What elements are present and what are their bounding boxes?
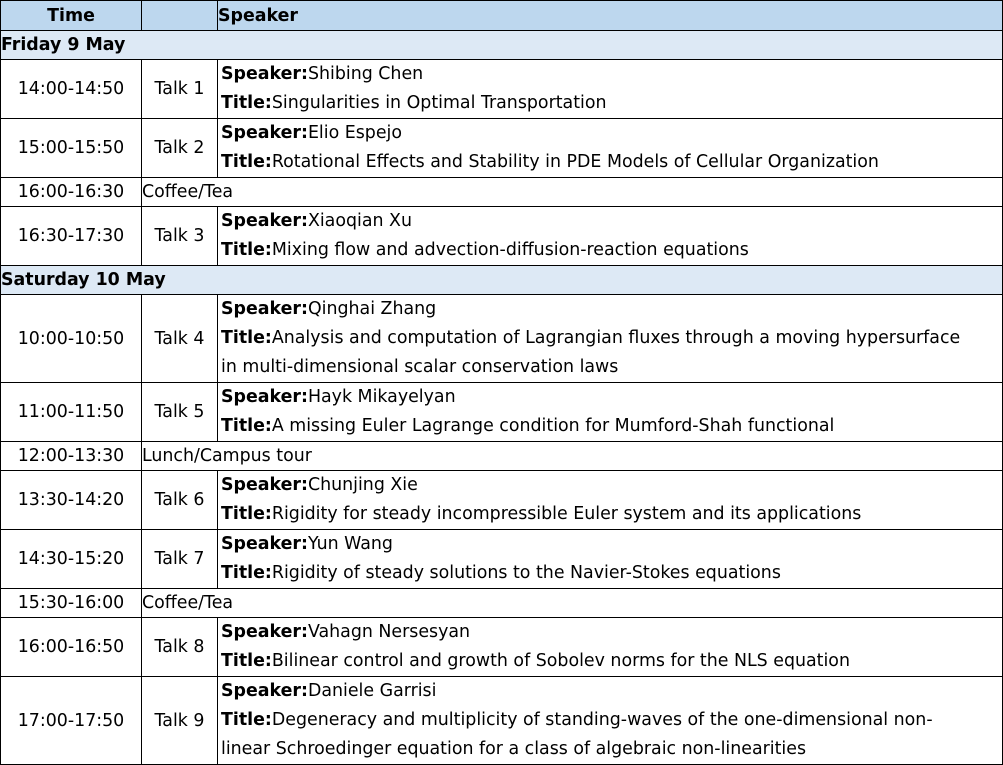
time-cell: 17:00-17:50 <box>1 677 142 765</box>
talk-row <box>1 471 1003 530</box>
title-label: Title: <box>221 504 272 524</box>
title-line <box>221 706 1002 735</box>
talk-title-text: linear Schroedinger equation for a class of algebraic non-linearities <box>221 739 807 759</box>
speaker-line <box>221 618 1002 647</box>
talk-number: Talk 4 <box>142 295 218 383</box>
speaker-label: Speaker: <box>221 211 308 231</box>
talk-title-text: Rigidity for steady incompressible Euler system and its applications <box>271 504 862 524</box>
talk-details <box>218 60 1003 119</box>
talk-number: Talk 6 <box>142 471 218 530</box>
talk-number: Talk 8 <box>142 618 218 677</box>
title-label: Title: <box>221 152 272 172</box>
title-label: Title: <box>221 240 272 260</box>
speaker-line <box>221 119 1002 148</box>
speaker-label: Speaker: <box>221 387 308 407</box>
break-row <box>1 589 1003 618</box>
break-activity: Coffee/Tea <box>142 178 1003 207</box>
title-label: Title: <box>221 710 272 730</box>
break-activity: Coffee/Tea <box>142 589 1003 618</box>
time-cell: 15:00-15:50 <box>1 119 142 178</box>
talk-row <box>1 677 1003 765</box>
speaker-line <box>221 471 1002 500</box>
talk-row <box>1 530 1003 589</box>
title-label: Title: <box>221 328 272 348</box>
time-cell: 14:30-15:20 <box>1 530 142 589</box>
talk-row <box>1 207 1003 266</box>
talk-details <box>218 383 1003 442</box>
talk-number: Talk 1 <box>142 60 218 119</box>
title-line <box>221 647 1002 676</box>
header-time: Time <box>1 1 142 31</box>
title-label: Title: <box>221 93 272 113</box>
speaker-line <box>221 295 1002 324</box>
talk-title-text: in multi-dimensional scalar conservation laws <box>221 357 619 377</box>
talk-number: Talk 3 <box>142 207 218 266</box>
title-line <box>221 353 1002 382</box>
talk-number: Talk 2 <box>142 119 218 178</box>
speaker-name: Vahagn Nersesyan <box>307 622 471 642</box>
time-cell: 13:30-14:20 <box>1 471 142 530</box>
header-talk <box>142 1 218 31</box>
header-speaker: Speaker <box>218 1 1003 31</box>
speaker-label: Speaker: <box>221 64 308 84</box>
talk-details <box>218 295 1003 383</box>
title-label: Title: <box>221 416 272 436</box>
time-cell: 12:00-13:30 <box>1 442 142 471</box>
time-cell: 15:30-16:00 <box>1 589 142 618</box>
header-row <box>1 1 1003 31</box>
speaker-label: Speaker: <box>221 123 308 143</box>
time-cell: 16:00-16:30 <box>1 178 142 207</box>
speaker-label: Speaker: <box>221 622 308 642</box>
day-row <box>1 31 1003 60</box>
talk-number: Talk 7 <box>142 530 218 589</box>
talk-details <box>218 119 1003 178</box>
speaker-name: Shibing Chen <box>307 64 424 84</box>
talk-title-text: Bilinear control and growth of Sobolev norms for the NLS equation <box>271 651 850 671</box>
talk-title-text: Analysis and computation of Lagrangian fluxes through a moving hypersurface <box>271 328 961 348</box>
time-cell: 14:00-14:50 <box>1 60 142 119</box>
title-label: Title: <box>221 563 272 583</box>
day-row <box>1 266 1003 295</box>
title-line <box>221 324 1002 353</box>
title-line <box>221 412 1002 441</box>
talk-details <box>218 677 1003 765</box>
talk-row <box>1 119 1003 178</box>
talk-row <box>1 383 1003 442</box>
speaker-name: Elio Espejo <box>307 123 403 143</box>
speaker-name: Qinghai Zhang <box>307 299 437 319</box>
speaker-label: Speaker: <box>221 534 308 554</box>
speaker-line <box>221 383 1002 412</box>
speaker-label: Speaker: <box>221 475 308 495</box>
talk-details <box>218 207 1003 266</box>
speaker-label: Speaker: <box>221 681 308 701</box>
talk-row <box>1 295 1003 383</box>
day-heading: Friday 9 May <box>1 31 1003 60</box>
speaker-line <box>221 207 1002 236</box>
speaker-line <box>221 677 1002 706</box>
speaker-label: Speaker: <box>221 299 308 319</box>
title-line <box>221 236 1002 265</box>
time-cell: 16:30-17:30 <box>1 207 142 266</box>
talk-row <box>1 618 1003 677</box>
talk-title-text: A missing Euler Lagrange condition for Mumford-Shah functional <box>271 416 835 436</box>
break-row <box>1 178 1003 207</box>
speaker-name: Chunjing Xie <box>307 475 418 495</box>
title-line <box>221 735 1002 764</box>
speaker-name: Daniele Garrisi <box>307 681 437 701</box>
speaker-line <box>221 60 1002 89</box>
talk-title-text: Rigidity of steady solutions to the Navier-Stokes equations <box>271 563 781 583</box>
talk-details <box>218 471 1003 530</box>
speaker-line <box>221 530 1002 559</box>
speaker-name: Hayk Mikayelyan <box>307 387 456 407</box>
speaker-name: Xiaoqian Xu <box>307 211 412 231</box>
time-cell: 16:00-16:50 <box>1 618 142 677</box>
talk-details <box>218 618 1003 677</box>
talk-number: Talk 5 <box>142 383 218 442</box>
time-cell: 10:00-10:50 <box>1 295 142 383</box>
talk-title-text: Degeneracy and multiplicity of standing-waves of the one-dimensional non- <box>271 710 933 730</box>
title-line <box>221 148 1002 177</box>
talk-number: Talk 9 <box>142 677 218 765</box>
talk-details <box>218 530 1003 589</box>
day-heading: Saturday 10 May <box>1 266 1003 295</box>
talk-title-text: Rotational Effects and Stability in PDE Models of Cellular Organization <box>271 152 879 172</box>
talk-title-text: Singularities in Optimal Transportation <box>271 93 607 113</box>
break-row <box>1 442 1003 471</box>
title-line <box>221 559 1002 588</box>
title-label: Title: <box>221 651 272 671</box>
break-activity: Lunch/Campus tour <box>142 442 1003 471</box>
time-cell: 11:00-11:50 <box>1 383 142 442</box>
speaker-name: Yun Wang <box>307 534 393 554</box>
title-line <box>221 500 1002 529</box>
talk-title-text: Mixing flow and advection-diffusion-reaction equations <box>271 240 749 260</box>
talk-row <box>1 60 1003 119</box>
title-line <box>221 89 1002 118</box>
